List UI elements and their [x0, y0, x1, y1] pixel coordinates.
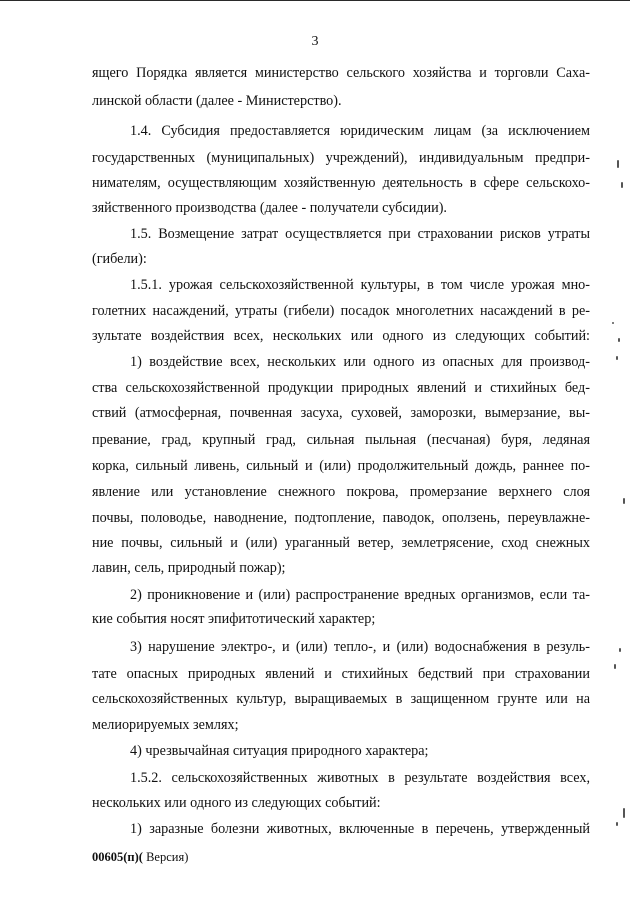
text-line: зяйственного производства (далее - получатели субсидии). — [92, 200, 447, 216]
scan-artifact — [616, 822, 618, 826]
scan-edge-line — [0, 0, 630, 4]
text-line: сельскохозяйственных культур, выращиваемых в защищенном грунте или на — [92, 691, 590, 707]
text-line: 3) нарушение электро-, и (или) тепло-, и (или) водоснабжения в резуль- — [130, 639, 590, 655]
scan-artifact — [619, 648, 621, 652]
text-line: (гибели): — [92, 251, 147, 267]
text-line: явление или установление снежного покрова, промерзание верхнего слоя — [92, 484, 590, 500]
footer-version-label: Версия) — [142, 850, 189, 864]
scan-artifact — [621, 182, 623, 188]
page-number: 3 — [311, 34, 319, 49]
scan-artifact — [612, 322, 614, 324]
text-line: 1.5. Возмещение затрат осуществляется при страховании рисков утраты — [130, 226, 590, 242]
text-line: 1.5.1. урожая сельскохозяйственной культуры, в том числе урожая мно- — [130, 277, 590, 293]
text-line: кие события носят эпифитотический характер; — [92, 611, 376, 627]
text-line: ствий (атмосферная, почвенная засуха, суховей, заморозки, вымерзание, вы- — [92, 405, 590, 421]
text-line: мелиорируемых землях; — [92, 717, 239, 733]
text-line: государственных (муниципальных) учреждений), индивидуальным предпри- — [92, 150, 590, 166]
text-line: ние почвы, сильный и (или) ураганный ветер, землетрясение, сход снежных — [92, 535, 590, 551]
scan-artifact — [617, 160, 619, 168]
scan-artifact — [618, 338, 620, 342]
text-line: ящего Порядка является министерство сельского хозяйства и торговли Саха- — [92, 65, 590, 81]
text-line: 1) воздействие всех, нескольких или одного из опасных для производ- — [130, 354, 590, 370]
footer-code: 00605(п)( — [92, 850, 143, 864]
text-line: 2) проникновение и (или) распространение вредных организмов, если та- — [130, 587, 590, 603]
text-line: 1.5.2. сельскохозяйственных животных в результате воздействия всех, — [130, 770, 590, 786]
text-line: зультате воздействия всех, нескольких или одного из следующих событий: — [92, 328, 590, 344]
text-line: линской области (далее - Министерство). — [92, 93, 342, 109]
text-line: голетних насаждений, утраты (гибели) посадок многолетних насаждений в ре- — [92, 303, 590, 319]
document-footer — [92, 850, 188, 865]
scan-artifact — [616, 356, 618, 360]
text-line: превание, град, крупный град, сильная пыльная (песчаная) буря, ледяная — [92, 432, 590, 448]
text-line: 1.4. Субсидия предоставляется юридическим лицам (за исключением — [130, 123, 590, 139]
scan-artifact — [614, 664, 616, 669]
scan-artifact — [623, 498, 625, 504]
text-line: нескольких или одного из следующих событий: — [92, 795, 381, 811]
text-line: нимателям, осуществляющим хозяйственную деятельность в сфере сельскохо- — [92, 175, 590, 191]
text-line: 1) заразные болезни животных, включенные в перечень, утвержденный — [130, 821, 590, 837]
text-line: почвы, половодье, наводнение, подтопление, паводок, оползень, переувлажне- — [92, 510, 590, 526]
text-line: корка, сильный ливень, сильный и (или) продолжительный дождь, раннее по- — [92, 458, 590, 474]
text-line: тате опасных природных явлений и стихийных бедствий при страховании — [92, 666, 590, 682]
scan-artifact — [623, 808, 625, 818]
text-line: 4) чрезвычайная ситуация природного характера; — [130, 743, 429, 759]
text-line: лавин, сель, природный пожар); — [92, 560, 286, 576]
text-line: ства сельскохозяйственной продукции природных явлений и стихийных бед- — [92, 380, 590, 396]
